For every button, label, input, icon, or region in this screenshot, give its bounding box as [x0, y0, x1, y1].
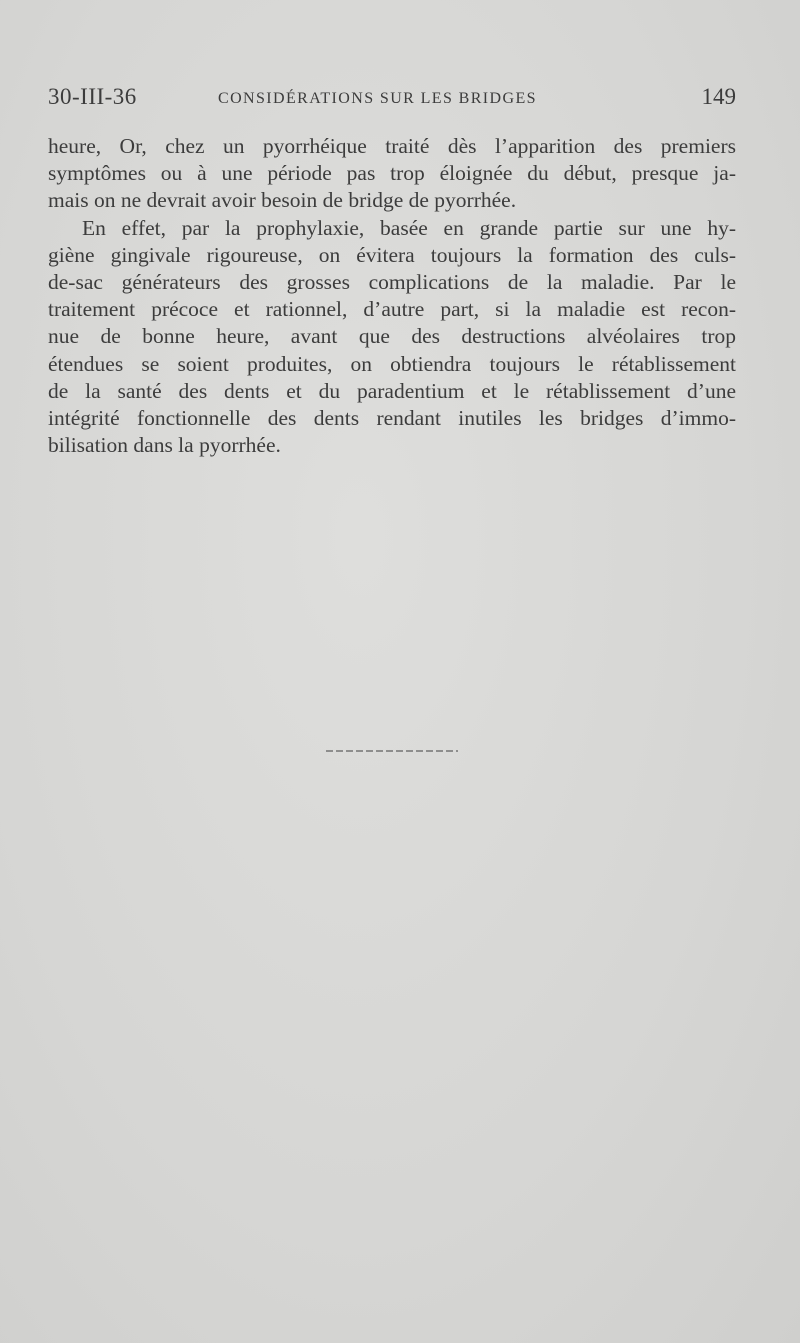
- text-line: giène gingivale rigoureuse, on évitera toujours la formation des culs-: [48, 242, 736, 267]
- text-line: de-sac générateurs des grosses complications de la maladie. Par le: [48, 270, 736, 295]
- section-separator: [326, 750, 458, 752]
- text-line: bilisation dans la pyorrhée.: [48, 433, 281, 458]
- text-line: En effet, par la prophylaxie, basée en grande partie sur une hy-: [82, 215, 736, 240]
- text-line: symptômes ou à une période pas trop éloignée du début, presque ja-: [48, 161, 736, 186]
- text-line: mais on ne devrait avoir besoin de bridge de pyorrhée.: [48, 188, 517, 213]
- text-line: heure, Or, chez un pyorrhéique traité dès l’apparition des premiers: [48, 134, 736, 158]
- text-line: intégrité fonctionnelle des dents rendant inutiles les bridges d’immo-: [48, 406, 736, 431]
- body-text: [48, 133, 736, 459]
- chapter-title: CONSIDÉRATIONS SUR LES BRIDGES: [218, 90, 537, 107]
- paragraph-2: [48, 215, 736, 460]
- text-line: nue de bonne heure, avant que des destructions alvéolaires trop: [48, 324, 736, 349]
- paragraph-1: [48, 133, 736, 215]
- text-line: de la santé des dents et du paradentium et le rétablissement d’une: [48, 378, 736, 403]
- text-line: étendues se soient produites, on obtiendra toujours le rétablissement: [48, 351, 736, 376]
- running-head: [48, 84, 736, 114]
- text-line: traitement précoce et rationnel, d’autre part, si la maladie est recon-: [48, 297, 736, 322]
- page-number: 149: [701, 84, 736, 109]
- date-code: 30-III-36: [48, 84, 137, 109]
